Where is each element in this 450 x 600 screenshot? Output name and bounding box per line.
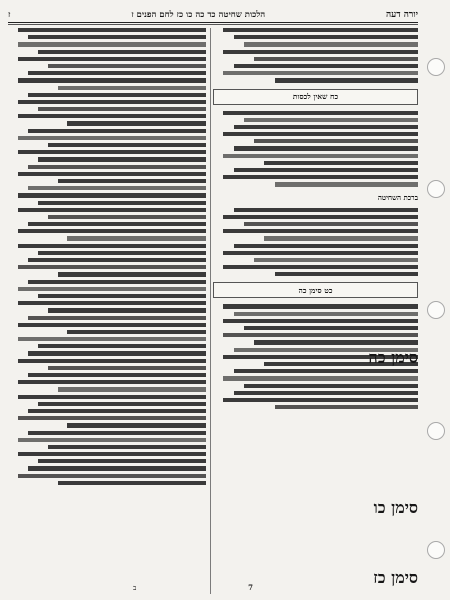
text-line [244, 222, 418, 226]
text-line [28, 129, 206, 133]
text-line [38, 201, 206, 205]
text-line [223, 71, 418, 75]
text-line [18, 337, 206, 341]
left-text-flow [8, 28, 206, 594]
text-line [18, 42, 206, 46]
text-line [223, 319, 418, 323]
text-line [28, 165, 206, 169]
text-line [28, 373, 206, 377]
text-line [28, 351, 206, 355]
text-line [38, 402, 206, 406]
text-line [18, 172, 206, 176]
text-line [223, 229, 418, 233]
text-line [28, 71, 206, 75]
text-line [275, 182, 419, 186]
text-line [264, 161, 418, 165]
text-line [244, 326, 418, 330]
text-line [223, 304, 418, 308]
page-number: 7 [248, 583, 253, 592]
text-line [223, 376, 418, 380]
text-line [18, 380, 206, 384]
siman-text: סימן כז [373, 568, 418, 587]
text-line [275, 405, 419, 409]
binder-hole [427, 422, 445, 440]
text-line [28, 280, 206, 284]
text-line [18, 100, 206, 104]
binder-hole [427, 301, 445, 319]
text-line [18, 28, 206, 32]
header-rule [8, 24, 418, 25]
text-line [223, 132, 418, 136]
siman-label [374, 498, 418, 518]
section-heading-text: כח שאין לכסות [292, 92, 339, 101]
text-line [18, 114, 206, 118]
text-line [244, 42, 418, 46]
text-block [213, 28, 418, 83]
text-line [58, 179, 207, 183]
text-line [234, 208, 419, 212]
text-line [38, 251, 206, 255]
text-line [254, 139, 418, 143]
text-line [38, 459, 206, 463]
binder-holes [420, 0, 450, 600]
text-line [275, 78, 419, 82]
text-line [234, 35, 419, 39]
text-line [254, 57, 418, 61]
text-line [223, 175, 418, 179]
document-content [8, 6, 418, 594]
text-line [223, 154, 418, 158]
text-line [48, 64, 206, 68]
text-line [18, 438, 206, 442]
text-line [18, 57, 206, 61]
binder-hole [427, 541, 445, 559]
binder-hole [427, 180, 445, 198]
text-line [18, 395, 206, 399]
text-line [223, 333, 418, 337]
text-line [28, 222, 206, 226]
text-line [18, 193, 206, 197]
text-line [38, 344, 206, 348]
text-line [28, 409, 206, 413]
text-line [38, 107, 206, 111]
siman-label [369, 348, 418, 368]
text-block [213, 111, 418, 187]
text-line [234, 312, 419, 316]
page-header [8, 6, 418, 23]
text-line [18, 452, 206, 456]
siman-text: סימן כה [368, 348, 418, 367]
text-line [18, 150, 206, 154]
text-line [48, 366, 206, 370]
text-line [234, 64, 419, 68]
text-line [58, 86, 207, 90]
text-line [18, 136, 206, 140]
text-line [67, 121, 206, 125]
text-line [67, 236, 206, 240]
siman-text: סימן כו [373, 498, 418, 517]
text-line [48, 445, 206, 449]
text-line [223, 50, 418, 54]
header-left: ז [8, 9, 11, 20]
text-line [58, 272, 207, 276]
footer-signature: ב [133, 584, 137, 592]
text-line [234, 146, 419, 150]
text-line [48, 215, 206, 219]
binder-hole [427, 58, 445, 76]
text-line [234, 244, 419, 248]
section-heading [213, 282, 418, 298]
text-line [223, 265, 418, 269]
text-line [234, 391, 419, 395]
text-line [254, 258, 418, 262]
text-line [58, 387, 207, 391]
header-right: יורה דעה [386, 9, 418, 20]
text-line [67, 423, 206, 427]
text-line [234, 369, 419, 373]
text-line [18, 244, 206, 248]
text-line [38, 157, 206, 161]
header-center: הלכות שחיטה כד כה כו כז לחם הפנים ז [131, 9, 266, 20]
text-line [28, 186, 206, 190]
text-line [28, 35, 206, 39]
section-heading-text: כט סימן כה [298, 285, 333, 295]
text-line [223, 215, 418, 219]
text-line [28, 431, 206, 435]
text-line [254, 340, 418, 344]
text-line [18, 287, 206, 291]
text-line [28, 258, 206, 262]
text-line [58, 481, 207, 485]
column-divider [210, 28, 211, 594]
text-line [18, 208, 206, 212]
text-block [8, 28, 206, 485]
text-line [275, 272, 419, 276]
text-line [67, 330, 206, 334]
right-column [213, 28, 418, 594]
text-line [18, 78, 206, 82]
text-line [18, 301, 206, 305]
text-line [18, 416, 206, 420]
text-line [28, 466, 206, 470]
section-heading [213, 89, 418, 105]
text-line [264, 236, 418, 240]
subheading-text: ברכת השחיטה [377, 193, 418, 203]
text-line [18, 265, 206, 269]
left-column [8, 28, 206, 594]
text-line [18, 359, 206, 363]
text-line [28, 316, 206, 320]
text-line [28, 93, 206, 97]
text-line [18, 474, 206, 478]
text-line [223, 398, 418, 402]
siman-label [373, 568, 418, 588]
text-line [48, 143, 206, 147]
subheading [213, 193, 418, 203]
text-line [18, 229, 206, 233]
text-line [38, 50, 206, 54]
text-line [244, 118, 418, 122]
text-line [234, 125, 419, 129]
text-block [213, 208, 418, 277]
text-line [223, 111, 418, 115]
text-line [48, 308, 206, 312]
text-line [223, 28, 418, 32]
text-line [18, 323, 206, 327]
text-line [234, 168, 419, 172]
text-line [223, 251, 418, 255]
text-line [244, 384, 418, 388]
text-line [38, 294, 206, 298]
